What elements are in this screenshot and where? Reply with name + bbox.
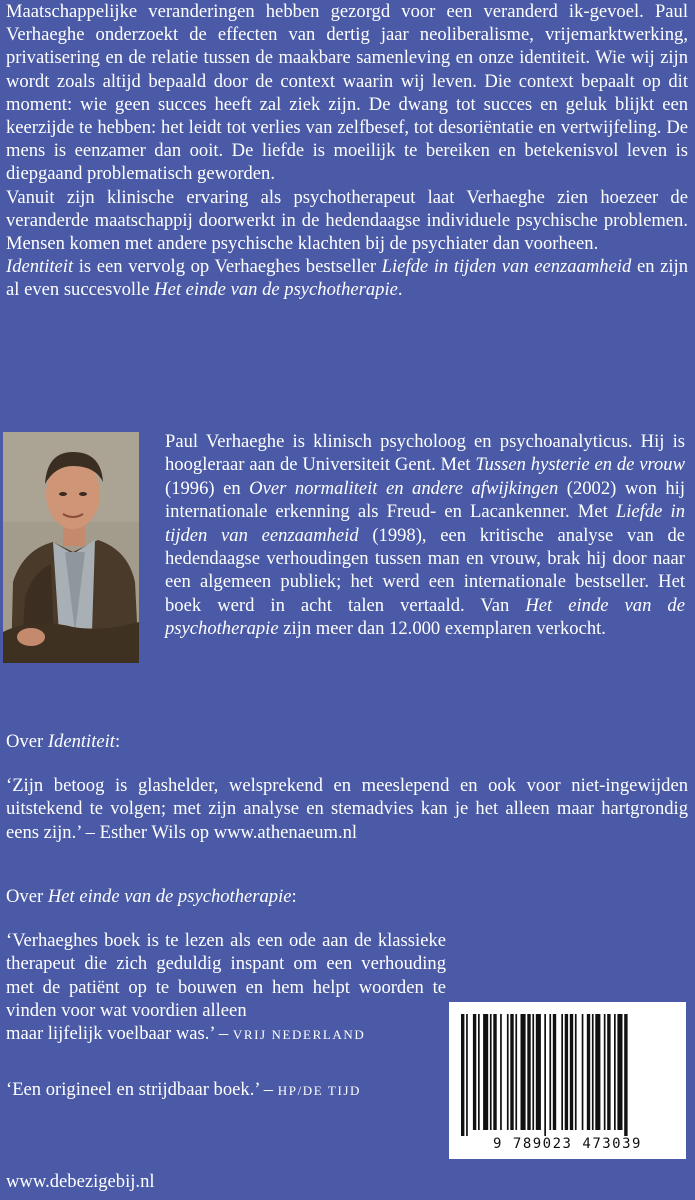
review-quote [6,929,446,1022]
review-quote-line: ‘Verhaeghes boek is te lezen als een ode aan de klassieke therapeut die zich geduldig inspant om een verhouding met de patiënt op te bouwen en hem helpt woorden te vinden voor wat voordien alleen [6,930,446,1021]
barcode-bar [617,1014,622,1130]
author-portrait-illustration [3,432,139,663]
blurb-text: . [397,279,403,301]
blurb-text: is een vervolg op Verhaeghes bestseller [73,256,382,278]
publisher-website: www.debezigebij.nl [6,1171,155,1192]
isbn-barcode [449,1002,686,1159]
review-quote [6,1078,446,1102]
isbn-number: 9 789023 473039 [493,1136,642,1152]
review-heading-prefix: Over [6,731,48,752]
review-heading [6,885,688,908]
review-identiteit [6,730,688,844]
title-identiteit: Identiteit [6,256,74,278]
barcode-bar [575,1014,577,1130]
blurb-paragraph-1: Maatschappelijke veranderingen hebben gezorgd voor een veranderd ik-gevoel. Paul Verhaeghe onderzoekt de effecten van dertig jaar neoliberalisme, vrijemarktwerking, privatisering en de relatie tussen de maakbare samenleving en onze identiteit. Wie wij zijn wordt zoals altijd bepaald door de context waarin wij leven. Die context bepaalt op dit moment: wie geen succes heeft zal ziek zijn. De dwang tot succes en geluk blijkt een keerzijde te hebben: het leidt tot verlies van zelfbesef, tot desoriëntatie en vertwijfeling. De mens is eenzamer dan ooit. De liefde is moeilijk te bereiken en betekenisvol leven is diepgaand problematisch geworden. [6,1,688,185]
barcode-bar [510,1014,513,1130]
barcode-bar [553,1014,556,1130]
barcode-bar [592,1014,594,1130]
barcode-bar [582,1014,584,1130]
barcode-bar [493,1014,496,1130]
book-title: Tussen hysterie en de vrouw [475,454,685,476]
barcode-bar [549,1014,551,1130]
blurb-paragraph-2: Vanuit zijn klinische ervaring als psychotherapeut laat Verhaeghe zien hoezeer de veranderde maatschappij doorwerkt in de hedendaagse individuele psychische problemen. Mensen komen met andere psychische klachten bij de psychiater dan voorheen. [6,186,688,255]
book-title: Het einde van de psychotherapie [165,594,685,640]
barcode-bar [483,1014,488,1130]
barcode-bar [607,1014,610,1130]
review-heading-prefix: Over [6,886,48,907]
review-quote-line: maar lijfelijk voelbaar was.’ – [6,1023,233,1045]
review-heading-title: Het einde van de psychotherapie [47,886,292,907]
barcode-bar [466,1014,468,1136]
barcode-bar [500,1014,502,1130]
barcode-bar [561,1014,563,1130]
blurb-text: en zijn al even succesvolle [6,256,688,301]
review-quote-text: ‘Een origineel en strijdbaar boek.’ – [6,1079,278,1100]
barcode-bar [604,1014,606,1130]
barcode-bar [473,1014,476,1130]
barcode-bar [587,1014,590,1130]
review-heading-suffix: : [114,731,121,752]
barcode-bar [614,1014,616,1130]
barcode-bar [507,1014,509,1130]
barcode-bar [565,1014,568,1130]
author-bio [165,430,685,641]
review-quote: ‘Zijn betoog is glashelder, welsprekend en meeslepend en ook voor niet-ingewijden uitstekend te volgen; met zijn analyse en stemadvies kan je het alleen maar hartgrondig eens zijn.’ – Esther Wils op www.athenaeum.nl [6,775,688,843]
bio-text: zijn meer dan 12.000 exemplaren verkocht. [278,618,606,640]
bio-text: (1998), een kritische analyse van de hedendaagse verhoudingen tussen man en vrouw, brak hij door naar een algemeen publiek; het werd een internationale bestseller. Het boek werd in acht talen vertaald. Van [165,524,686,616]
barcode-bar [490,1014,492,1130]
bio-text: (2002) won hij internationale erkenning als Freud- en Lacankenner. Met [165,477,686,523]
book-title: Over normaliteit en andere afwijkingen [249,477,559,499]
blurb-paragraph-3 [6,255,688,301]
barcode-bar [478,1014,480,1130]
blurb [6,0,688,302]
review-heading-title: Identiteit [47,731,115,752]
title-einde: Het einde van de psychotherapie [154,279,398,301]
title-liefde: Liefde in tijden van eenzaamheid [381,256,632,278]
barcode-bar [521,1014,526,1130]
bio-text: Paul Verhaeghe is klinisch psycholoog en psychoanalyticus. Hij is hoogleraar aan de Universiteit Gent. Met [165,431,685,476]
review-source: HP/DE TIJD [277,1083,362,1098]
barcode-bar [595,1014,600,1130]
bio-text: (1996) en [165,477,250,499]
review-source: VRIJ NEDERLAND [232,1027,366,1043]
barcode-bar [536,1014,541,1130]
barcode-bar [532,1014,534,1130]
review-heading [6,730,688,753]
barcode-bar [544,1014,546,1136]
author-bio-text [165,430,685,641]
review-heading-suffix: : [291,886,297,907]
author-photo [3,432,139,663]
barcode-bar [515,1014,517,1130]
review-short [6,1078,446,1102]
barcode-bar [461,1014,464,1136]
book-title: Liefde in tijden van eenzaamheid [165,501,685,546]
barcode-bar [570,1014,573,1130]
review-quote-end [6,1022,446,1046]
barcode-bar [527,1014,530,1130]
barcode-bar [624,1014,627,1136]
